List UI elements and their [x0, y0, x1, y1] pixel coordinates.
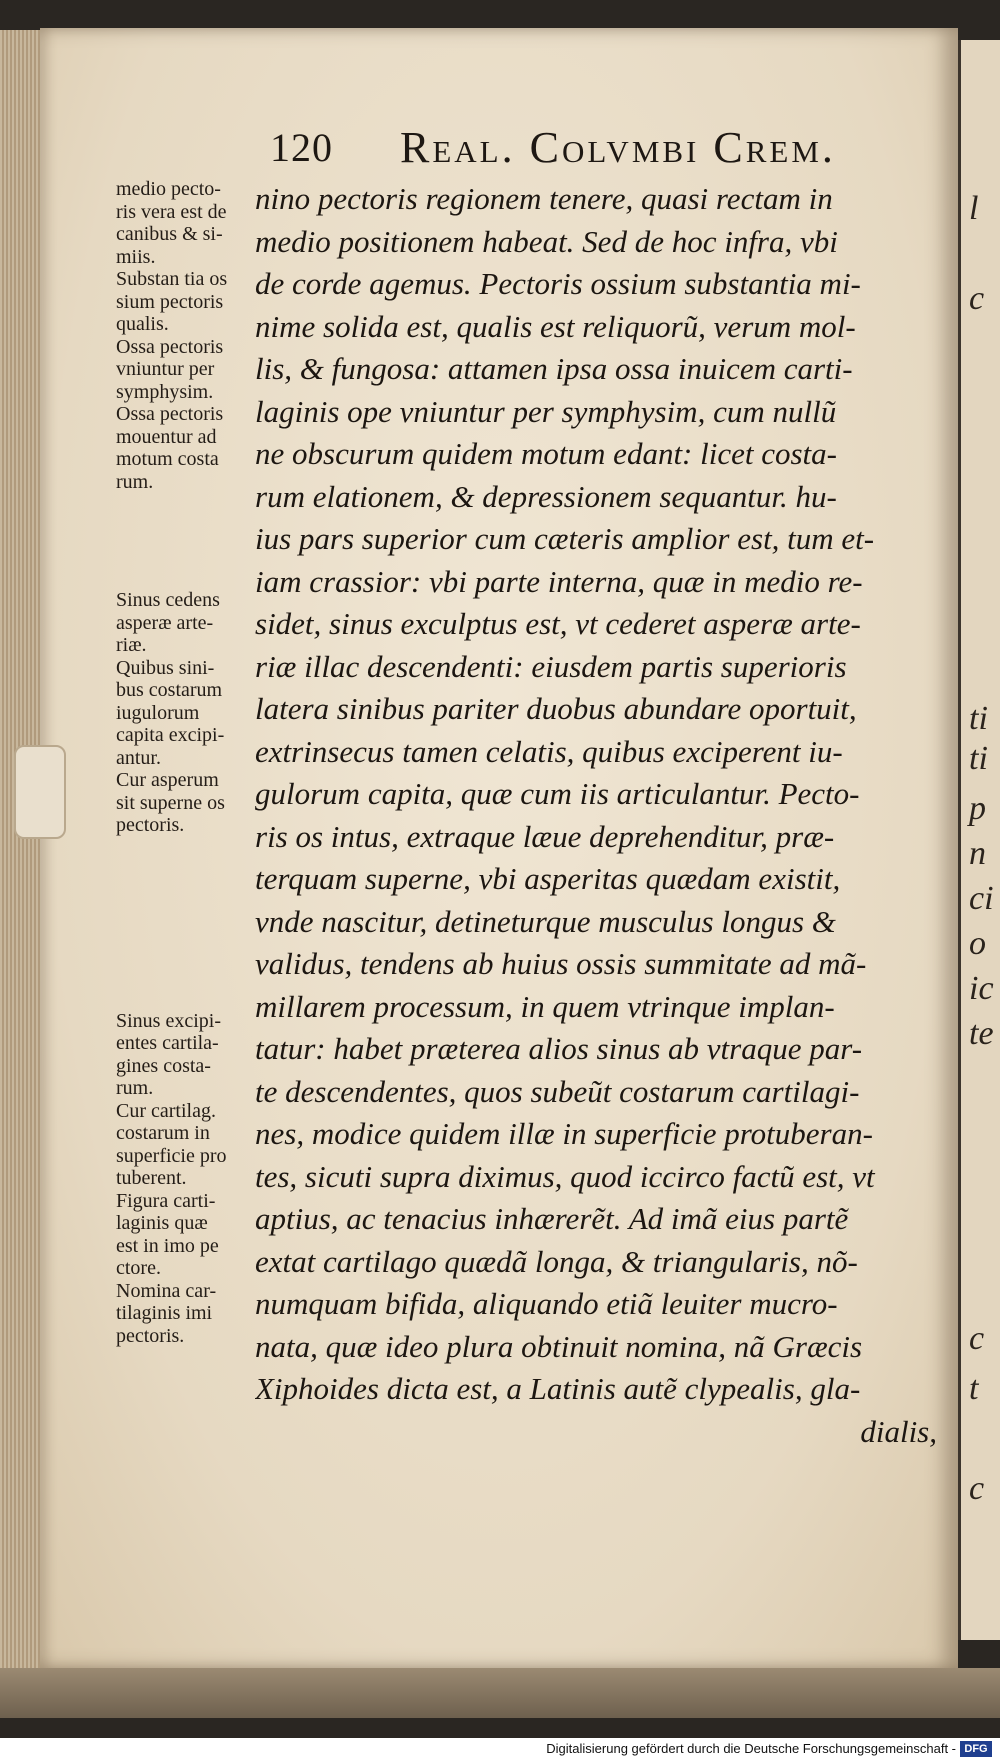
next-page-fragment: c: [969, 1470, 985, 1507]
book-bottom-edge: [0, 1668, 1000, 1718]
margin-note-line: Quibus sini-: [116, 656, 215, 679]
margin-note-line: riæ.: [116, 634, 147, 656]
text-line: Xiphoides dicta est, a Latinis autẽ clypealis, gla-: [255, 1371, 861, 1406]
next-page-fragment: ic: [969, 970, 994, 1007]
text-line: tes, sicuti supra diximus, quod iccirco factũ est, vt: [255, 1158, 875, 1194]
margin-note-line: Cur asperum: [116, 769, 219, 791]
text-line: validus, tendens ab huius ossis summitate ad mã-: [255, 946, 867, 981]
margin-note-line: Sinus cedens: [116, 589, 220, 611]
text-line: aptius, ac tenacius inhærerẽt. Ad imã eius partẽ: [255, 1201, 849, 1236]
margin-note-line: motum costa: [116, 448, 219, 470]
running-title: Real. Colvmbi Crem.: [400, 123, 836, 172]
margin-note-line: bus costarum: [116, 679, 223, 701]
text-line: ne obscurum quidem motum edant: licet costa-: [255, 436, 837, 471]
text-line: te descendentes, quos subeũt costarum cartilagi-: [255, 1073, 860, 1109]
text-line: latera sinibus pariter duobus abundare oportuit,: [255, 691, 857, 726]
text-line: riæ illac descendenti: eiusdem partis superioris: [255, 648, 847, 684]
next-page-fragment: l: [969, 190, 979, 227]
margin-note-line: ris vera est de: [116, 200, 227, 223]
margin-note-line: rum.: [116, 1077, 154, 1099]
margin-note-line: tilaginis imi: [116, 1302, 213, 1324]
margin-note-line: sium pectoris: [116, 290, 224, 313]
page-number: 120: [270, 125, 333, 170]
margin-note-line: rum.: [116, 470, 154, 493]
margin-note-line: symphysim.: [116, 380, 214, 403]
text-line: lis, & fungosa: attamen ipsa ossa inuicem carti-: [255, 351, 853, 386]
margin-note-line: iugulorum: [116, 701, 200, 724]
text-line: medio positionem habeat. Sed de hoc infra, vbi: [255, 223, 838, 259]
text-line: numquam bifida, aliquando etiã leuiter mucro-: [255, 1286, 838, 1321]
text-line: dialis,: [860, 1413, 937, 1449]
text-line: nata, quæ ideo plura obtinuit nomina, nã Græcis: [255, 1328, 863, 1364]
margin-note-line: asperæ arte-: [116, 611, 214, 634]
text-line: tatur: habet præterea alios sinus ab vtraque par-: [255, 1031, 863, 1066]
text-line: extrinsecus tamen celatis, quibus exciperent iu-: [255, 733, 843, 769]
margin-note-line: est in imo pe: [116, 1234, 219, 1257]
text-line: rum elationem, & depressionem sequantur. hu-: [255, 478, 837, 514]
text-line: iam crassior: vbi parte interna, quæ in medio re-: [255, 563, 863, 599]
margin-note-line: canibus & si-: [116, 223, 223, 245]
margin-note-line: Nomina car-: [116, 1279, 217, 1302]
margin-note-line: superficie pro: [116, 1144, 227, 1167]
dfg-logo: DFG: [960, 1741, 992, 1757]
margin-note-line: Cur cartilag.: [116, 1099, 216, 1122]
next-page-fragment: te: [969, 1015, 994, 1052]
margin-note-line: ctore.: [116, 1257, 161, 1279]
digitization-credit: [0, 1738, 1000, 1762]
text-line: nes, modice quidem illæ in superficie protuberan-: [255, 1116, 873, 1151]
text-line: ius pars superior cum cæteris amplior est, tum et-: [255, 521, 875, 556]
margin-note-line: Ossa pectoris: [116, 335, 224, 358]
margin-note-line: laginis quæ: [116, 1212, 208, 1234]
next-page-fragment: ti: [969, 740, 988, 777]
next-page-fragment: c: [969, 1320, 985, 1357]
margin-note-line: Substan tia os: [116, 268, 228, 290]
next-page-fragment: n: [969, 835, 986, 872]
text-line: sidet, sinus exculptus est, vt cederet asperæ arte-: [255, 606, 861, 641]
margin-note-line: qualis.: [116, 313, 169, 335]
margin-note-line: gines costa-: [116, 1054, 211, 1077]
text-line: extat cartilago quædã longa, & triangularis, nõ-: [255, 1243, 858, 1279]
margin-note-line: entes cartila-: [116, 1032, 219, 1054]
text-line: nino pectoris regionem tenere, quasi rectam in: [255, 181, 833, 216]
page-header: [270, 122, 950, 182]
credit-text: Digitalisierung gefördert durch die Deutsche Forschungsgemeinschaft -: [546, 1741, 956, 1756]
body-text: [255, 178, 955, 1453]
margin-note-line: pectoris.: [116, 814, 185, 836]
text-line: millarem processum, in quem vtrinque implan-: [255, 988, 835, 1024]
text-line: vnde nascitur, detineturque musculus longus &: [255, 903, 836, 939]
text-line: terquam superne, vbi asperitas quædam existit,: [255, 861, 841, 896]
margin-notes: [116, 178, 256, 1347]
margin-note-line: Sinus excipi-: [116, 1009, 221, 1032]
margin-note-line: tuberent.: [116, 1167, 187, 1189]
adjacent-page-edge: [958, 40, 1000, 1640]
margin-note-line: costarum in: [116, 1122, 210, 1144]
margin-note-line: vniuntur per: [116, 358, 215, 380]
text-line: ris os intus, extraque læue deprehenditur, præ-: [255, 818, 835, 854]
next-page-fragment: c: [969, 280, 985, 317]
margin-note-line: sit superne os: [116, 791, 225, 814]
page-tab-marker: [14, 745, 66, 839]
next-page-fragment: o: [969, 925, 986, 962]
margin-note-line: capita excipi-: [116, 724, 225, 746]
margin-note-line: mouentur ad: [116, 425, 217, 448]
next-page-fragment: t: [969, 1370, 979, 1407]
margin-note-line: Figura carti-: [116, 1189, 216, 1212]
margin-note-line: pectoris.: [116, 1324, 185, 1347]
next-page-fragment: ti: [969, 700, 988, 737]
next-page-fragment: p: [969, 790, 986, 827]
margin-note-line: medio pecto-: [116, 178, 221, 200]
text-line: laginis ope vniuntur per symphysim, cum nullũ: [255, 393, 837, 429]
text-line: gulorum capita, quæ cum iis articulantur. Pecto-: [255, 776, 860, 811]
margin-note-line: antur.: [116, 746, 161, 769]
next-page-fragment: ci: [969, 880, 994, 917]
text-line: de corde agemus. Pectoris ossium substantia mi-: [255, 266, 861, 301]
margin-note-line: miis.: [116, 245, 156, 268]
text-line: nime solida est, qualis est reliquorũ, verum mol-: [255, 308, 856, 344]
margin-note-line: Ossa pectoris: [116, 403, 224, 425]
